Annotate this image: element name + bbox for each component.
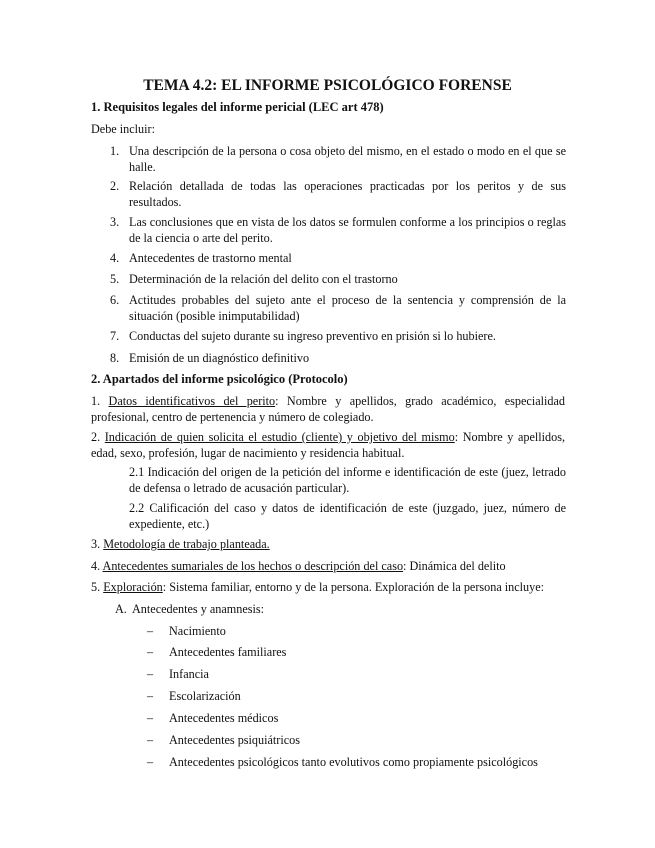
bullet-item [147, 666, 209, 682]
list-text: Actitudes probables del sujeto ante el proceso de la sentencia y comprensión de la situación (posible inimputabilidad) [129, 293, 566, 323]
list-number: 5. [110, 272, 120, 286]
bullet-text: Antecedentes médicos [169, 711, 279, 725]
dash-marker: – [147, 624, 154, 638]
page-title: TEMA 4.2: EL INFORME PSICOLÓGICO FORENSE [143, 77, 512, 94]
bullet-text: Antecedentes familiares [169, 645, 287, 659]
list-item [110, 292, 566, 324]
bullet-item [147, 710, 278, 726]
protocol-number: 2. [91, 430, 101, 444]
list-item [110, 143, 566, 175]
bullet-item [147, 623, 226, 639]
list-number: 8. [110, 351, 120, 365]
protocol-title: Metodología de trabajo planteada. [103, 537, 270, 551]
protocol-number: 3. [91, 537, 101, 551]
dash-marker: – [147, 711, 154, 725]
protocol-desc: : Dinámica del delito [403, 559, 506, 573]
list-number: 1. [110, 144, 120, 158]
sublist-item-a [115, 601, 264, 617]
list-item [110, 350, 566, 366]
list-text: Determinación de la relación del delito con el trastorno [129, 272, 398, 286]
protocol-item-3 [91, 536, 565, 552]
list-text: Conductas del sujeto durante su ingreso preventivo en prisión si lo hubiere. [129, 329, 496, 343]
dash-marker: – [147, 733, 154, 747]
protocol-subitem-2-1: 2.1 Indicación del origen de la petición del informe e identificación de este (juez, letrado de defensa o letrado de acusación particular). [129, 465, 566, 495]
section1-heading: 1. Requisitos legales del informe pericial (LEC art 478) [91, 100, 384, 114]
sublist-label: Antecedentes y anamnesis: [132, 602, 264, 616]
bullet-text: Infancia [169, 667, 209, 681]
protocol-desc: : Nombre y apellidos, edad, sexo, profesión, lugar de nacimiento y residencia habitual. [91, 430, 566, 460]
section2-heading: 2. Apartados del informe psicológico (Protocolo) [91, 372, 348, 386]
list-item [110, 214, 566, 246]
protocol-title: Datos identificativos del perito [108, 394, 276, 408]
protocol-number: 1. [91, 394, 101, 408]
list-number: 3. [110, 215, 120, 229]
protocol-desc: : Nombre y apellidos, grado académico, especialidad profesional, centro de pertenencia y número de colegiado. [91, 394, 565, 424]
protocol-item-4 [91, 558, 565, 574]
dash-marker: – [147, 645, 154, 659]
list-item [110, 271, 566, 287]
protocol-number: 4. [91, 559, 101, 573]
bullet-item [147, 644, 286, 660]
list-number: 6. [110, 293, 120, 307]
bullet-item [147, 754, 538, 770]
list-item [110, 250, 566, 266]
protocol-item-1 [91, 393, 565, 425]
list-number: 2. [110, 179, 120, 193]
bullet-item [147, 688, 241, 704]
dash-marker: – [147, 755, 154, 769]
section1-intro: Debe incluir: [91, 122, 155, 136]
protocol-title: Indicación de quien solicita el estudio (cliente) y objetivo del mismo [104, 430, 455, 444]
list-text: Una descripción de la persona o cosa objeto del mismo, en el estado o modo en el que se halle. [129, 144, 566, 174]
protocol-subitem-2-2: 2.2 Calificación del caso y datos de identificación de este (juzgado, juez, número de expediente, etc.) [129, 501, 566, 531]
protocol-desc: : Sistema familiar, entorno y de la persona. Exploración de la persona incluye: [162, 580, 545, 594]
bullet-text: Escolarización [169, 689, 241, 703]
list-number: 4. [110, 251, 120, 265]
bullet-item [147, 732, 300, 748]
list-text: Las conclusiones que en vista de los datos se formulen conforme a los principios o reglas de la ciencia o arte del perito. [129, 215, 566, 245]
bullet-text: Nacimiento [169, 624, 226, 638]
list-number: 7. [110, 329, 120, 343]
protocol-number: 5. [91, 580, 101, 594]
protocol-title: Exploración [103, 580, 163, 594]
dash-marker: – [147, 667, 154, 681]
list-item [110, 178, 566, 210]
bullet-text: Antecedentes psicológicos tanto evolutivos como propiamente psicológicos [169, 755, 538, 769]
protocol-item-5 [91, 579, 565, 595]
list-text: Antecedentes de trastorno mental [129, 251, 292, 265]
protocol-item-2 [91, 429, 565, 461]
list-text: Emisión de un diagnóstico definitivo [129, 351, 310, 365]
list-item [110, 328, 566, 344]
protocol-title: Antecedentes sumariales de los hechos o descripción del caso [102, 559, 404, 573]
dash-marker: – [147, 689, 154, 703]
sublist-letter: A. [115, 602, 127, 616]
bullet-text: Antecedentes psiquiátricos [169, 733, 300, 747]
list-text: Relación detallada de todas las operaciones practicadas por los peritos y de sus resultados. [129, 179, 566, 209]
